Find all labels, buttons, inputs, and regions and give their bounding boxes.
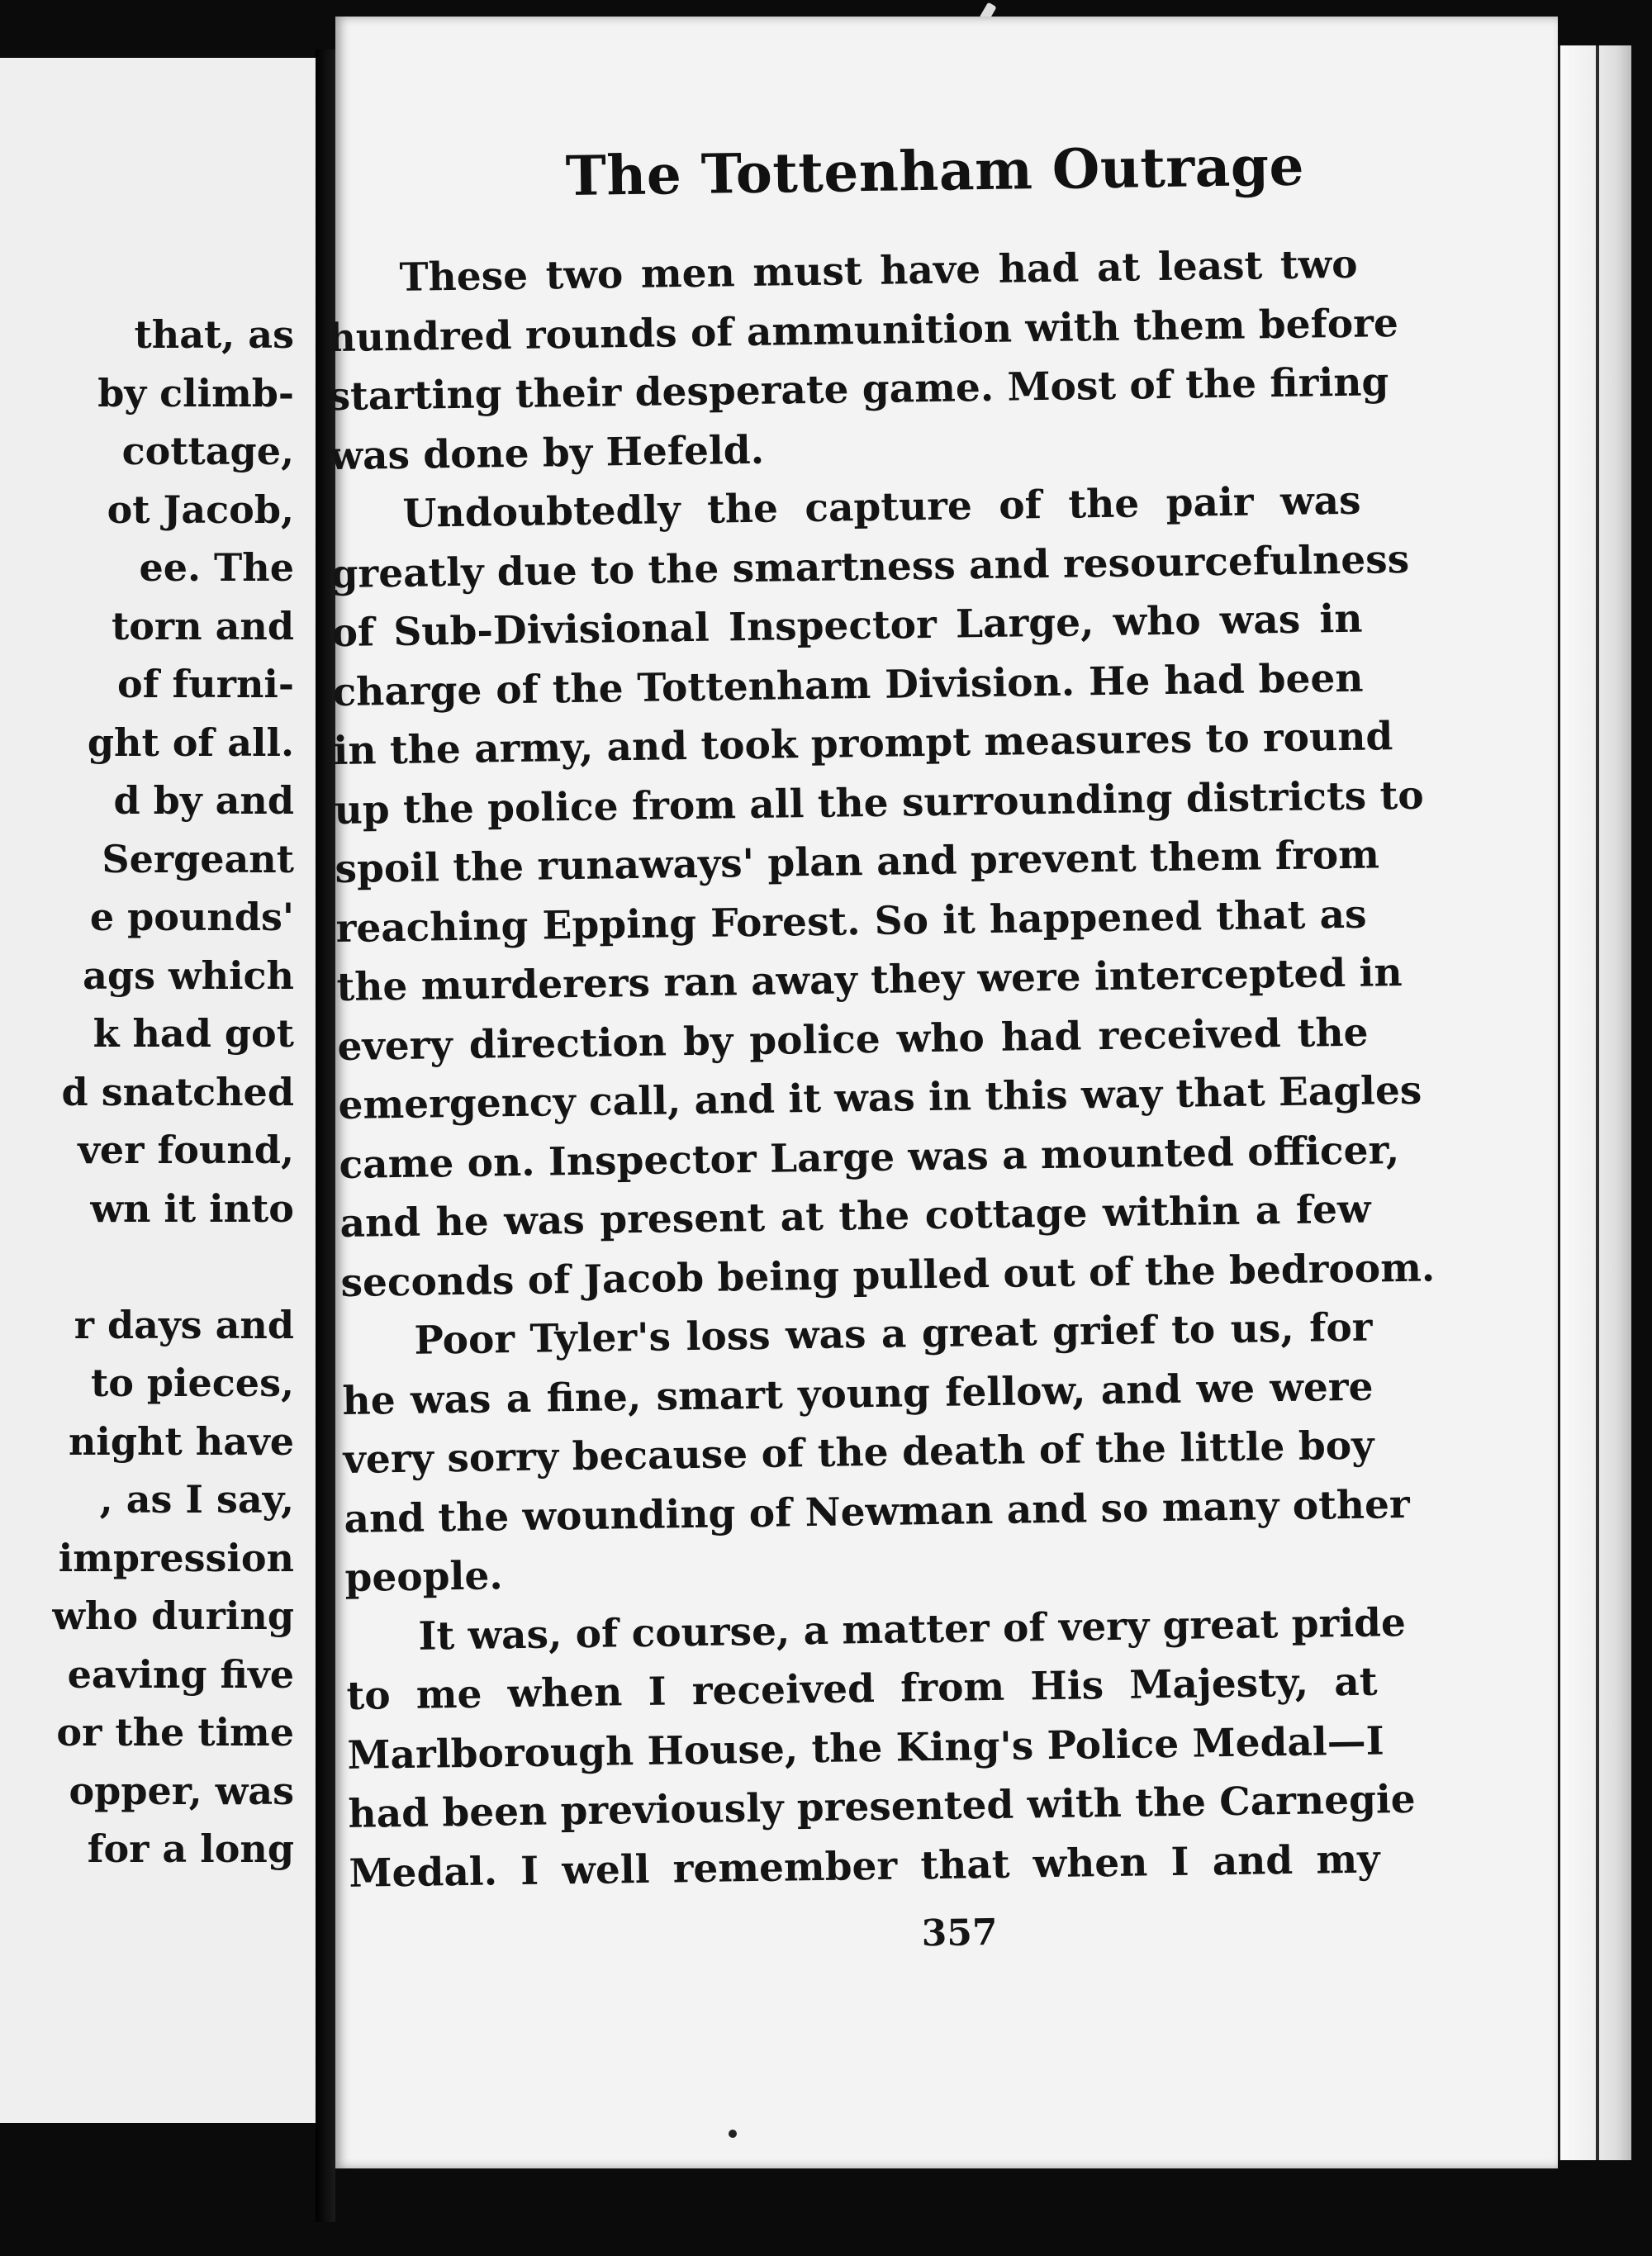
text-line: of Sub-Divisional Inspector Large, who was in	[331, 596, 1363, 657]
text-line: Undoubtedly the capture of the pair was	[402, 477, 1361, 537]
left-line: by climb-	[97, 370, 294, 416]
left-page-text	[0, 306, 294, 1878]
left-line: night have	[68, 1418, 294, 1464]
left-line: ot Jacob,	[107, 487, 294, 532]
left-line: eaving five	[67, 1651, 294, 1697]
text-line: Marlborough House, the King's Police Medal—I	[347, 1717, 1385, 1779]
left-line: d by and	[113, 778, 294, 823]
text-line: It was, of course, a matter of very great pride	[418, 1599, 1407, 1660]
ink-speck	[729, 2130, 737, 2138]
text-line: up the police from all the surrounding districts to	[334, 772, 1424, 834]
left-line: to pieces,	[90, 1361, 294, 1405]
text-line: the murderers ran away they were intercepted in	[336, 950, 1403, 1011]
paragraph	[339, 1295, 1566, 1608]
text-line: to me when I received from His Majesty, at	[346, 1659, 1378, 1719]
text-line: in the army, and took prompt measures to round	[333, 714, 1393, 775]
paragraph	[328, 468, 1562, 1313]
text-line: every direction by police who had received the	[337, 1009, 1369, 1070]
left-line: torn and	[111, 603, 294, 648]
left-line: for a long	[87, 1826, 294, 1871]
left-line: ght of all.	[87, 720, 294, 765]
page-title: The Tottenham Outrage	[565, 133, 1305, 209]
paragraph-gap	[0, 1237, 294, 1296]
left-line: cottage,	[121, 429, 294, 473]
page-number: 357	[921, 1911, 998, 1955]
text-line: Medal. I well remember that when I and my	[349, 1836, 1380, 1897]
body-text	[325, 232, 1570, 1902]
left-line: k had got	[93, 1011, 294, 1056]
left-line: ee. The	[139, 545, 294, 590]
left-line: opper, was	[69, 1768, 294, 1813]
text-line: and the wounding of Newman and so many other	[344, 1481, 1411, 1542]
text-line: Poor Tyler's loss was a great grief to us, for	[414, 1304, 1373, 1364]
left-line: or the time	[56, 1710, 294, 1755]
text-line: very sorry because of the death of the little boy	[343, 1422, 1374, 1483]
text-line: reaching Epping Forest. So it happened that as	[335, 891, 1367, 952]
page-content	[321, 8, 1574, 2177]
text-line: emergency call, and it was in this way that Eagles	[338, 1067, 1422, 1129]
text-line: charge of the Tottenham Division. He had been	[332, 655, 1364, 715]
left-line: impression	[58, 1535, 294, 1580]
text-line: was done by Hefeld.	[329, 427, 765, 479]
left-line: ver found,	[78, 1128, 294, 1172]
left-page	[0, 58, 316, 2123]
left-line: who during	[52, 1593, 294, 1638]
text-line: he was a fine, smart young fellow, and we were	[342, 1364, 1374, 1424]
left-line: , as I say,	[99, 1477, 294, 1522]
left-line: of furni-	[117, 662, 294, 706]
paragraph	[325, 232, 1550, 486]
left-line: ags which	[83, 952, 294, 998]
text-line: hundred rounds of ammunition with them before	[327, 300, 1399, 361]
page-edge-line	[1596, 45, 1599, 2160]
left-line: d snatched	[61, 1069, 294, 1114]
text-line: These two men must have had at least two	[399, 241, 1358, 301]
paragraph	[344, 1591, 1570, 1903]
left-line: Sergeant	[102, 836, 294, 881]
text-line: seconds of Jacob being pulled out of the bedroom.	[340, 1244, 1436, 1306]
text-line: came on. Inspector Large was a mounted officer,	[339, 1127, 1400, 1188]
left-line: r days and	[74, 1302, 294, 1347]
text-line: and he was present at the cottage within a few	[339, 1186, 1371, 1247]
left-line: e pounds'	[89, 895, 294, 939]
left-line: wn it into	[90, 1185, 294, 1231]
text-line: had been previously presented with the Carnegie	[348, 1776, 1417, 1837]
right-page	[327, 17, 1558, 2168]
text-line: starting their desperate game. Most of the firing	[328, 359, 1389, 420]
text-line: greatly due to the smartness and resourcefulness	[330, 536, 1410, 597]
left-line: that, as	[134, 312, 294, 357]
text-line: people.	[344, 1553, 504, 1601]
text-line: spoil the runaways' plan and prevent them from	[335, 832, 1380, 893]
